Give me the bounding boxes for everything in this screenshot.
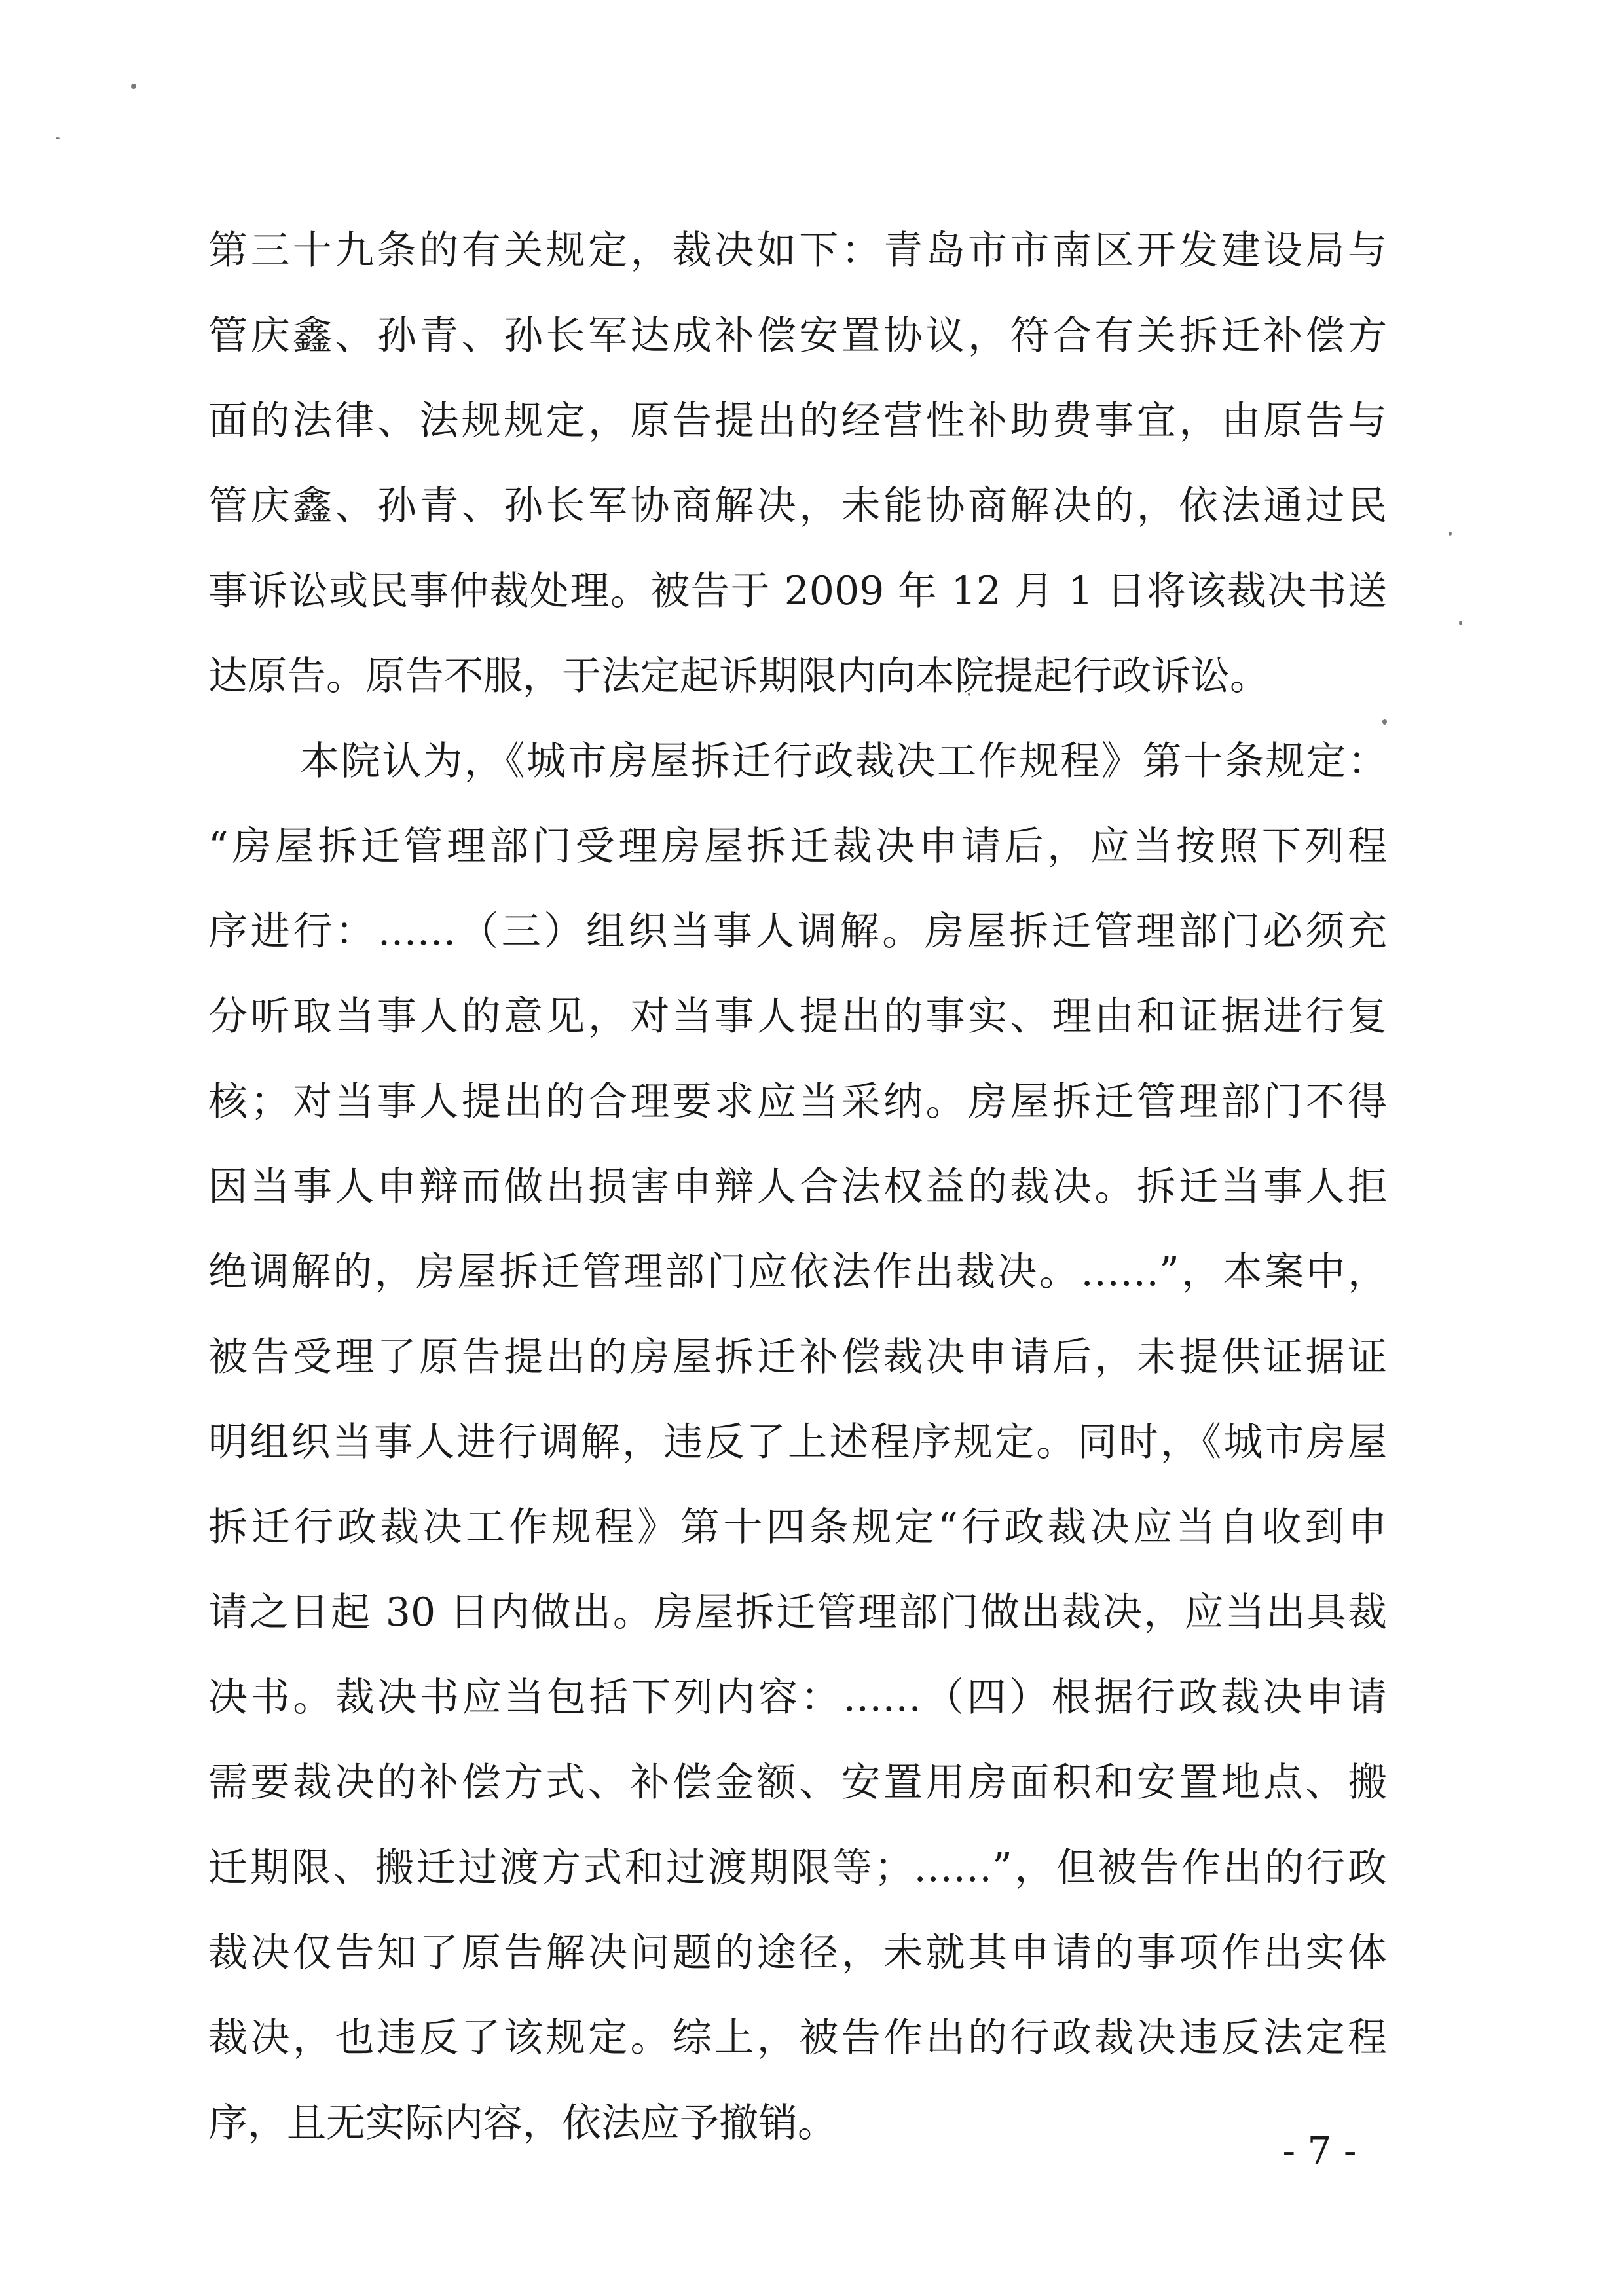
text-line: 面的法律、法规规定，原告提出的经营性补助费事宜，由原告与 [208,398,1387,444]
scan-speck [131,84,136,89]
text-line: 因当事人申辩而做出损害申辩人合法权益的裁决。拆迁当事人拒 [208,1164,1387,1210]
text-line: 明组织当事人进行调解，违反了上述程序规定。同时，《城市房屋 [208,1419,1387,1465]
text-line: 达原告。原告不服，于法定起诉期限内向本院提起行政诉讼。 [208,653,1269,699]
text-line: “房屋拆迁管理部门受理房屋拆迁裁决申请后，应当按照下列程 [208,824,1387,869]
text-line: 绝调解的，房屋拆迁管理部门应依法作出裁决。……”，本案中， [208,1249,1387,1295]
text-line: 迁期限、搬迁过渡方式和过渡期限等；……”，但被告作出的行政 [208,1845,1387,1891]
scan-speck [1449,532,1452,536]
text-line: 第三十九条的有关规定，裁决如下：青岛市市南区开发建设局与 [208,228,1387,274]
text-line: 序，且无实际内容，依法应予撤销。 [208,2100,837,2146]
text-line: 序进行：……（三）组织当事人调解。房屋拆迁管理部门必须充 [208,909,1387,955]
scan-speck [56,137,60,139]
text-line: 裁决，也违反了该规定。综上，被告作出的行政裁决违反法定程 [208,2015,1387,2061]
scan-speck [1459,621,1462,625]
text-line: 本院认为，《城市房屋拆迁行政裁决工作规程》第十条规定： [300,738,1387,784]
body-text [208,208,1387,2166]
page-number: - 7 - [1282,2128,1357,2173]
text-line: 被告受理了原告提出的房屋拆迁补偿裁决申请后，未提供证据证 [208,1334,1387,1380]
text-line: 事诉讼或民事仲裁处理。被告于 2009 年 12 月 1 日将该裁决书送 [208,568,1387,614]
text-line: 拆迁行政裁决工作规程》第十四条规定“行政裁决应当自收到申 [208,1504,1387,1550]
text-line: 需要裁决的补偿方式、补偿金额、安置用房面积和安置地点、搬 [208,1760,1387,1806]
text-line: 裁决仅告知了原告解决问题的途径，未就其申请的事项作出实体 [208,1930,1387,1976]
text-line: 分听取当事人的意见，对当事人提出的事实、理由和证据进行复 [208,994,1387,1040]
text-line: 管庆鑫、孙青、孙长军达成补偿安置协议，符合有关拆迁补偿方 [208,313,1387,359]
text-line: 管庆鑫、孙青、孙长军协商解决，未能协商解决的，依法通过民 [208,483,1387,529]
text-line: 核；对当事人提出的合理要求应当采纳。房屋拆迁管理部门不得 [208,1079,1387,1125]
text-line: 决书。裁决书应当包括下列内容：……（四）根据行政裁决申请 [208,1675,1387,1721]
text-line: 请之日起 30 日内做出。房屋拆迁管理部门做出裁决，应当出具裁 [208,1590,1387,1635]
